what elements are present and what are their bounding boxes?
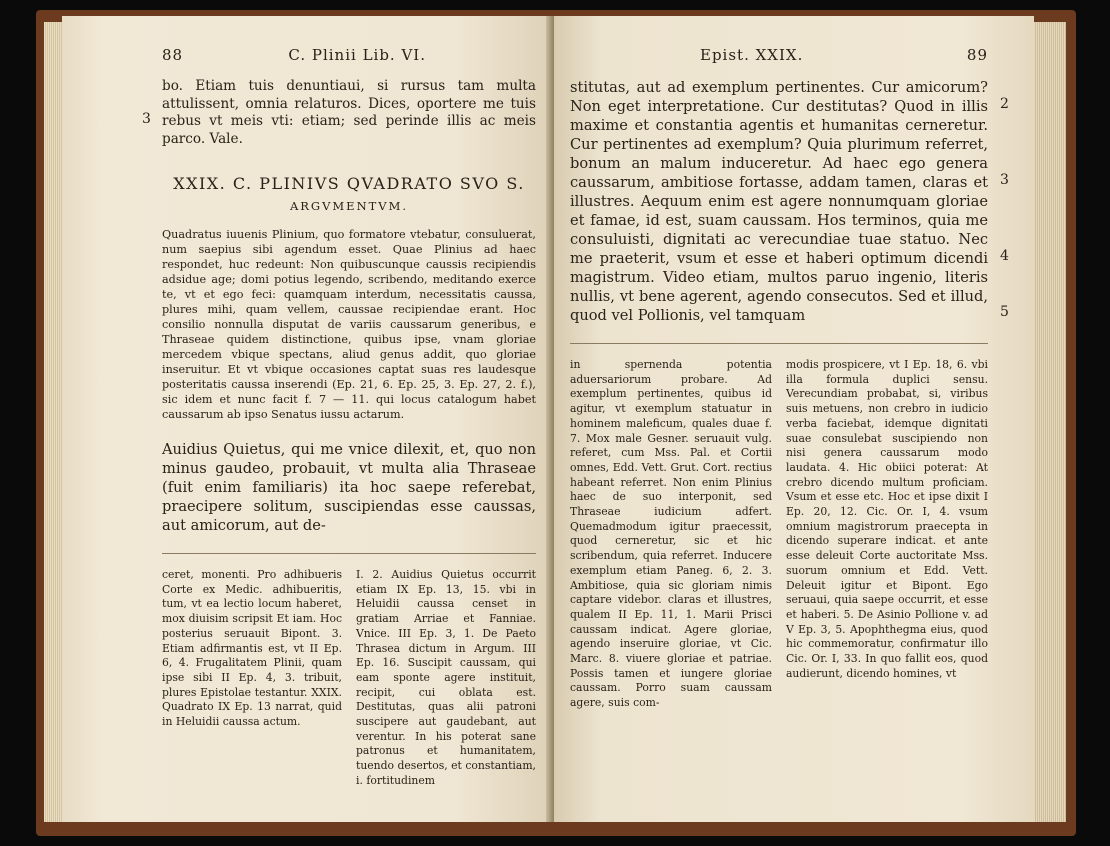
right-footnote-col-1: in spernenda potentia aduersariorum probare. Ad exemplum pertinentes, quibus id agitur, vt exemplum statuatur in hominem maleficum, quales duae f. 7. Mox male Gesner. seruauit vulg. referet, cum Mss. Pal. et Cortii omnes, Edd. Vett. Grut. Cort. rectius habeant referret. Non enim Plinius haec de suo interponit, sed Thraseae iudicium adfert. Quemadmodum igitur praecessit, quod cerneretur, sic et hic scribendum, quia referret. Inducere exemplum etiam Paneg. 6, 2. 3. Ambitiose, quia sic gloriam nimis captare videbor. claras et illustres, qualem II Ep. 11, 1. Marii Prisci caussam indicat. Agere gloriae, agendo inseruire gloriae, vt Cic. Marc. 8. viuere gloriae et patriae. Possis tamen et iungere gloriae caussam. Porro suam caussam agere, suis com- — [570, 358, 772, 710]
left-footnotes — [162, 568, 536, 789]
right-footnotes — [570, 358, 988, 711]
left-running-title: C. Plinii Lib. VI. — [288, 46, 426, 64]
right-page-number: 89 — [966, 46, 988, 64]
left-body-text: Auidius Quietus, qui me vnice dilexit, et, quo non minus gaudeo, probauit, vt multa alia Thraseae (fuit enim familiaris) ita hoc saepe referebat, praecipere solitum, suscipiendas esse caussas, aut amicorum, aut de- — [162, 441, 536, 534]
right-margin-number-1: 2 — [1000, 96, 1009, 112]
left-footnote-col-2: I. 2. Auidius Quietus occurrit etiam IX Ep. 13, 15. vbi in Heluidii caussa censet in gratiam Arriae et Fanniae. Vnice. III Ep. 3, 1. De Paeto Thrasea dictum in Argum. III Ep. 16. Suscipit caussam, qui eam sponte agere instituit, recipit, cui oblata est. Destitutas, quas alii patroni suscipere aut gaudebant, aut verentur. In his poterat sane patronus et humanitatem, tuendo desertos, et constantiam, i. fortitudinem — [356, 568, 536, 787]
right-running-title: Epist. XXIX. — [700, 46, 804, 64]
left-page-number: 88 — [162, 46, 184, 64]
argument-heading: ARGVMENTVM. — [289, 199, 409, 213]
right-page-edges — [1030, 22, 1066, 822]
argument-text: Quadratus iuuenis Plinium, quo formatore vtebatur, consuluerat, num saepius sibi agendum esset. Quae Plinius ad haec respondet, huc redeunt: Non quibuscunque caussis recipiendis adsidue age; domi potius legendo, scribendo, meditando exerce te, vt et ego feci: quamquam interdum, necessitatis caussa, plures mihi, quam vellem, caussae recipiendae erant. Hoc consilio nonnulla disputat de variis caussarum generibus, e Thraseae quidem distinctione, quibus ipse, vnam gloriae mercedem vbique spectans, aliud genus addit, quo gloriae inseruitur. Et vt vbique occasiones captat suas res laudesque posteritatis caussa inserendi (Ep. 21, 6. Ep. 25, 3. Ep. 27, 2. f.), sic idem et nunc facit f. 7 — 11. qui locus catalogum habet caussarum ab ipso Senatus iussu actarum. — [162, 228, 536, 421]
left-margin-number: 3 — [142, 111, 151, 127]
right-margin-number-4: 5 — [1000, 304, 1009, 320]
right-margin-number-2: 3 — [1000, 172, 1009, 188]
left-footnote-divider — [162, 553, 536, 554]
right-running-head — [570, 46, 988, 64]
left-running-head — [162, 46, 536, 64]
left-top-text: bo. Etiam tuis denuntiaui, si rursus tam multa attulissent, omnia relaturos. Dices, oportere me tuis rebus vt meis vti: etiam; sed perinde illis ac meis parco. Vale. — [162, 78, 536, 147]
right-footnote-col-2: modis prospicere, vt I Ep. 18, 6. vbi illa formula duplici sensu. Verecundiam probabat, si, viribus suis metuens, non crebro in iudicio verba faciebat, idemque dignitati suae consulebat suscipiendo non nisi genera caussarum modo laudata. 4. Hic obiici poterat: At crebro dicendo multum proficiam. Vsum et esse etc. Hoc et ipse dixit I Ep. 20, 12. Cic. Or. I, 4. vsum omnium magistrorum praecepta in dicendo superare indicat. et ante esse deleuit Corte auctoritate Mss. suorum omnium et Edd. Vett. Deleuit igitur et Bipont. Ego seruaui, quia saepe occurrit, et esse et haberi. 5. De Asinio Pollione v. ad V Ep. 3, 5. Apophthegma eius, quod hic commemoratur, confirmatur illo Cic. Or. I, 33. In quo fallit eos, quod audierunt, dicendo homines, vt — [786, 358, 988, 680]
letter-heading: XXIX. C. PLINIVS QVADRATO SVO S. — [173, 174, 525, 193]
right-page — [554, 16, 1034, 822]
right-margin-number-3: 4 — [1000, 248, 1009, 264]
right-body-text: stitutas, aut ad exemplum pertinentes. Cur amicorum? Non eget interpretatione. Cur destitutas? Quod in illis maxime et constantia agentis et humanitas cerneretur. Cur pertinentes ad exemplum? Quia plurimum referret, bonum an malum induceretur. Ad haec ego genera caussarum, ambitiose fortasse, addam tamen, claras et illustres. Aequum enim est agere nonnumquam gloriae et famae, id est, suam caussam. Hos terminos, quia me consuluisti, dignitati ac verecundiae tuae statuo. Nec me praeterit, vsum et esse et haberi optimum dicendi magistrum. Video etiam, multos paruo ingenio, literis nullis, vt bene agerent, agendo consecutos. Sed et illud, quod vel Pollionis, vel tamquam — [570, 79, 988, 324]
right-footnote-divider — [570, 343, 988, 344]
left-page — [62, 16, 556, 822]
left-footnote-col-1: ceret, monenti. Pro adhibueris Corte ex Medic. adhibueritis, tum, vt ea lectio locum haberet, mox diuisim scripsit Et iam. Hoc posterius seruauit Bipont. 3. Etiam adfirmantis est, vt II Ep. 6, 4. Frugalitatem Plinii, quam ipse sibi II Ep. 4, 3. tribuit, plures Epistolae testantur. XXIX. Quadrato IX Ep. 13 narrat, quid in Heluidii caussa actum. — [162, 568, 342, 729]
